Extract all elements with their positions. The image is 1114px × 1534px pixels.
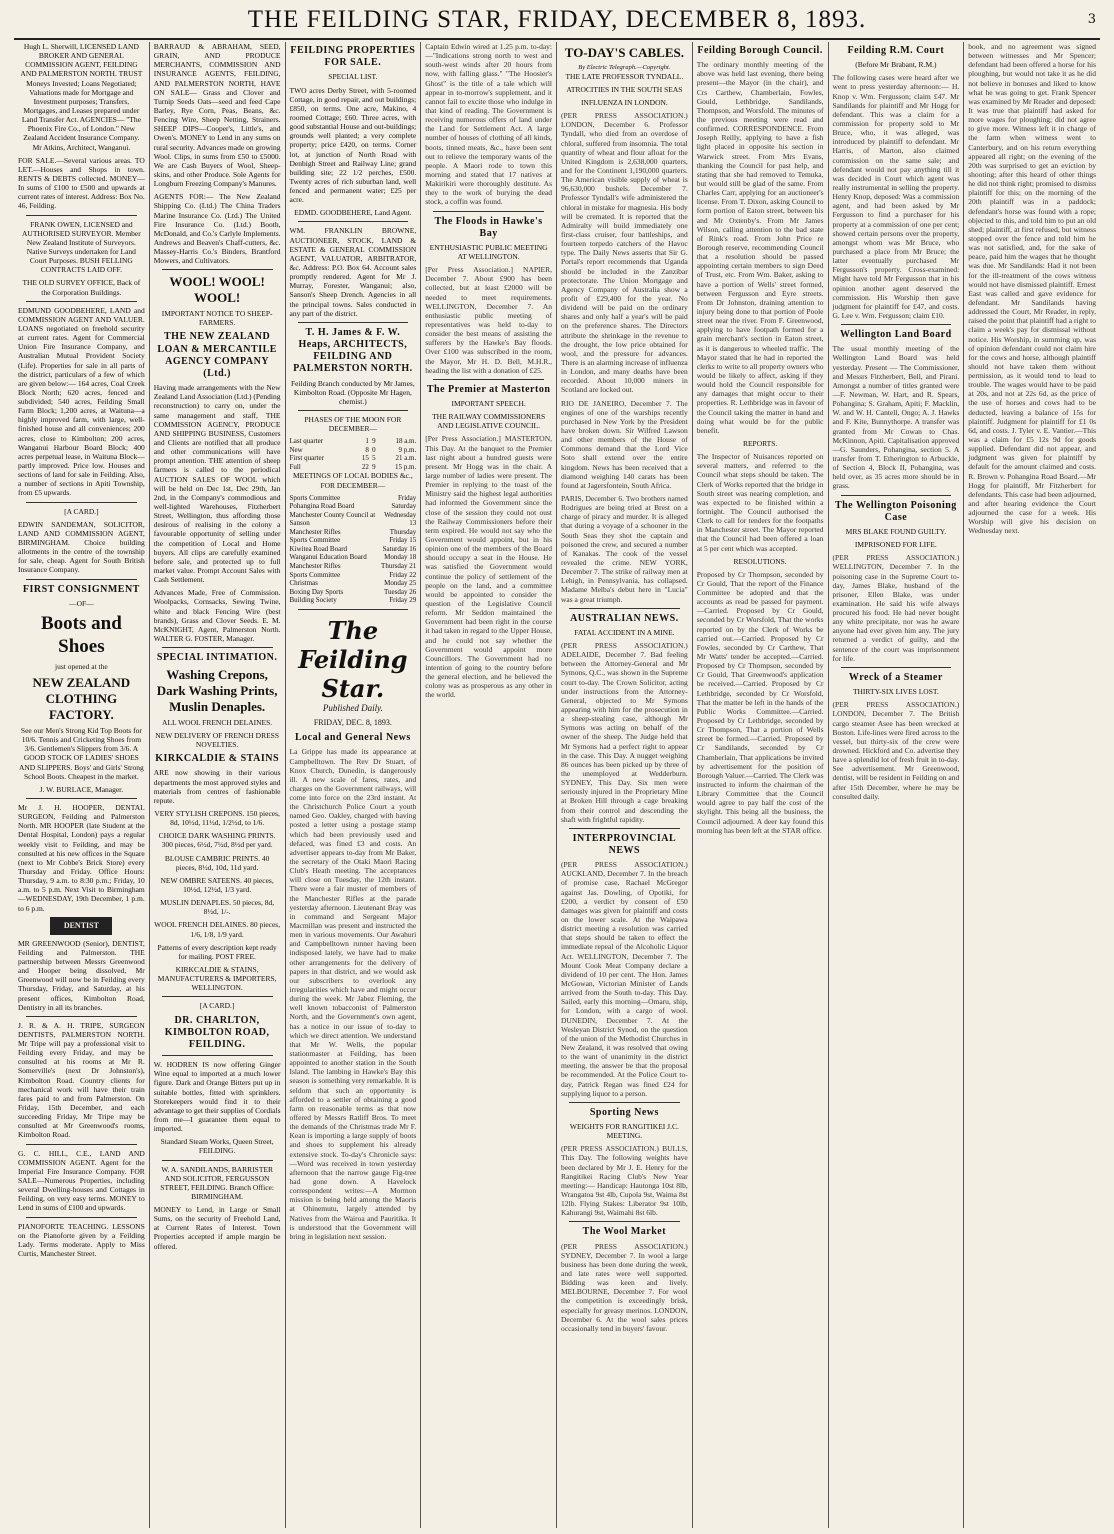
french-delaines: WOOL FRENCH DELAINES. 80 pieces, 1/6, 1/8, 1/9 yard.: [154, 920, 281, 939]
meeting-row: Building Society Friday 29: [289, 596, 417, 605]
ad-sale: FOR SALE.—Several various areas. TO LET.—Houses and Shops in town. RENTS & DEBTS collected. MONEY—In sums of £100 to £500 and upwards at current rates of interest. Address: Box No. 46, Feilding.: [18, 155, 145, 211]
floods-body: [Per Press Association.] NAPIER, December 7. About £900 has been collected, but at least £2000 will be needed to meet requirements. WELLINGTON, December 7. An enthusiastic public meeting of representatives was held to-day to consider the best means of assisting the sufferers by the Hawke's Bay floods. Over £100 was subscribed in the room, the Mayor, Mr H. D. Bell, M.H.R., heading the list with a donation of £25.: [425, 265, 552, 375]
column-8-body: book, and no agreement was signed between witnesses and Mr Spencer; defendant had been offered a horse for his ploughing, but would not take it as he did not believe in bonuses and liked to know what he was going to get. Frank Spencer was examined by Mr Reader and deposed: It was true that plaintiff had asked for more wages for ploughing; did not agree to give more. Witness left it in charge of the farm when witness went to Canterbury, and on his return everything appeared all right; on the evening of the 20th was surprised to get an eviction by shooting; after this heard of other things he did not think right; promised to dismiss plaintiff for this; on the morning of the 20th plaintiff was in a paddock; defendant's horse was found with a rope; objected to this, and told him to put an old shed; plaintiff, at first refused, but witness stopped over the fence and told him he was not satisfied, and, for the sake of peace, paid him the wages that he thought was due. Mr Sandilands: Had it not been for the ill-treatment of the cows witness would not have dismissed plaintiff. Ernest East was called and gave evidence for defendant. Mr Sandilands having addressed the Court, Mr Reader, in reply, raised the point that plaintiff had a right to claim a week's pay for dismissal without notice. His Worship, in summing up, was of opinion defendant could not claim hire for the cows and horse, although plaintiff should not have taken them without permission, as it would tend to lead to trouble. The wages would have to be paid at 20s, and not at 22s 6d, as the price of the use of horses and cows had to be deducted, leaving a balance of 15s for plaintiff. Judgment for plaintiff for £1 0s 6d, and costs. J. Tyler v. E. Vantier.—This was a claim for £5 12s 9d for goods supplied. Defendant did not appear, and judgment was given for plaintiff by default for the amount claimed and costs. R. Brown v. Pohangina Road Board.—Mr Hogg for plaintiff, Mr Fitzherbert for defendants. This case had been adjourned, and after hearing evidence the Court adjourned the case for a week. His Worship will give his decision on Wednesday next.: [968, 42, 1096, 536]
wool-market-body: (PER PRESS ASSOCIATION.) SYDNEY, December 7. In wool a large business has been done during the week, and late rates were well supported. Bidding was keen and lively. MELBOURNE, December 7. For wool the competition is exceedingly brisk, especially for greasy merinos. LONDON, December 6. At the wool sales prices occasionally tend in buyers' favour.: [561, 1241, 688, 1333]
meeting-row: Sports Committee Friday 15: [289, 536, 417, 545]
properties-body: TWO acres Derby Street, with 5-roomed Cottage, in good repair, and out buildings; £850, on terms. One acre, Makino, 4 roomed Cottage; £60. Three acres, with good substantial House and out-buildings; grounds well planted; a very complete property; price £420, on terms. Corner lot, at junction of North Road with Denbigh Street and Railway Line; grand building site; 22 1/2 perches, £500. Twenty acres of rich suburban land, well fenced and permanent water; £25 per acre.: [289, 85, 417, 205]
separator: [26, 502, 137, 503]
boots-body: See our Men's Strong Kid Top Boots for 10/6. Tennis and Cricketing Shoes from 3/6. Gentlemen's Slippers from 3/6. A GOOD STOCK OF LADIES' SHOES AND SLIPPERS. Boys' and Girls' Strong School Boots. Cheapest in the market.: [18, 725, 144, 781]
meeting-row: Manchester Rifles Thursday 21: [289, 562, 417, 570]
separator: [569, 608, 680, 609]
column-4-intro: Captain Edwin wired at 1.25 p.m. to-day:—"Indications strong north to west and south-west winds after 20 hours from now, with falling glass." "The Hoosier's Ghost" is the title of a tale which will appear in to-morrow's supplement, and it cannot fail to excite those who indulge in that kind of reading. The Government is receiving numerous offers of land under the Land for Settlement Act. A large number of houses of clothing of all kinds, boots, tinned meats, &c., have been sent out to relieve the temporary wants of the people. A Maori rode to town this morning and stated that 17 natives at Makirikiri were thoroughly destitute. As they to the work of burying the dead stock, a coffin was found.: [425, 42, 552, 207]
ad-sandeman-card: [A CARD.]: [64, 506, 99, 516]
separator: [298, 322, 409, 323]
moon-title: PHASES OF THE MOON FOR DECEMBER—: [304, 415, 402, 434]
page-number: 3: [1087, 12, 1096, 27]
land-board-heading: Wellington Land Board: [840, 329, 952, 341]
interprovincial-body: (PER PRESS ASSOCIATION.) AUCKLAND, December 7. In the breach of promise case, Rachael McGregor against Jas. Dowling, of Opotiki, for £200, a verdict by consent of £50 damages was given for plaintiff and costs on the lower scale. At the Waipawa district meeting a resolution was carried that steps should be taken to effect the immediate repeal of the Alcoholic Liquor Act. WELLINGTON, December 7. The Mount Cook Meat Company declare a dividend of 10 per cent. The Hon. James McGowan, Victorian Minister of Lands arrived from the South to-day. This Day. Sailed, early this morning—Omaru, ship, for London, with a cargo of wool. DUNEDIN, December 7. At the Wesleyan District Synod, on the question of the union of the Methodist Churches in New Zealand, it was resolved that owing to the want of unanimity in the district meeting, the answer be that the proposal be recommended. At the Police Court to-day, Patrick Regan was fined £24 for supplying liquor to a person.: [561, 860, 688, 1098]
australian-news-body: (PER PRESS ASSOCIATION.) ADELAIDE, December 7. Bad feeling between the Attorney-General and Mr Symons, Q.C., was shown in the Supreme court to-day. The Crown Solicitor, acting under instructions from the Attorney-General, objected to Mr Symons appearing with him for the prosecution in a sheep-stealing case, although Mr Symons was acting on behalf of the owner of the sheep. The Judge held that Mr Symons had a perfect right to appear in the case. This Day. A nugget weighing 86 ounces has been picked up by three of the unemployed at Wedderburn. SYDNEY, This Day. Six men were seriously injured in the Proprietary Mine at Broken Hill through a cage breaking from their control and descending the shaft with frightful rapidity.: [561, 640, 688, 824]
separator: [26, 215, 137, 216]
separator: [26, 1217, 137, 1218]
separator: [26, 1144, 137, 1145]
separator: [26, 301, 137, 302]
separator: [298, 609, 409, 610]
local-news-heading: Local and General News: [295, 732, 411, 744]
rm-court-heading: Feilding R.M. Court: [847, 45, 945, 56]
rm-court-subheading: (Before Mr Brabant, R.M.): [855, 60, 937, 70]
wool-banner: WOOL! WOOL! WOOL!: [169, 274, 265, 306]
feilding-properties: FEILDING PROPERTIES FOR SALE.: [290, 45, 416, 69]
ad-goodbehere: EDMUND GOODBEHERE, LAND and COMMISSION AGENT AND VALUER. LOANS negotiated on freehold security at current rates. Agent for Commercial Union Fire Insurance Company, and Australian Mutual Provident Society (Life). Properties for sale in all parts of the district, particulars of a few of which are given below:— 164 acres, Coal Creek Block North; 620 acres, fenced and subdivided; 540 acres, Feilding Small Farm Block; 1,200 acres, at Waituna—a highly improved farm, with large, well-finished house and all conveniences; 200 acres, close to Kimbolton; 200 acres, Wanganui Harbour Board Block; 400 acres perpetual lease, in Waituna Block—partly improved. Price low. Houses and sections of land for sale in Feilding. Also, a number of sections in Apiti Township, from £5 upwards.: [18, 305, 145, 498]
moon-row: New 8 0 9 p.m.: [289, 445, 417, 454]
meeting-row: Manchester County Council at Sanson Wednesday 13: [289, 510, 417, 528]
paper-nameplate: The Feilding Star.: [298, 615, 408, 704]
loan-body: Having made arrangements with the New Zealand Land Association (Ltd.) (Pending reconstruction) to carry on, under the same management and staff, THE COMMISSION AGENCY, PRODUCE AND SHIPPING BUSINESS, Customers and Clients are notified that all produce and other communications will have prompt attention. THE attention of sheep farmers is called to the periodical AUCTION SALES OF WOOL which will be held on Dec 1st, Dec 29th, Jan 2nd, in the Company's commodious and well-lighted Warehouses, Fitzherbert Street, Wellington, thus affording those desirous of realising in the colony a favourable opportunity of selling under the competition of Local and Home buyers. All clips are carefully examined before sale, and protected up to full market value. Prompt Account Sales with Cash Settlement.: [153, 383, 281, 585]
meeting-row: Boxing Day Sports Tuesday 26: [289, 587, 417, 596]
cables-heading: TO-DAY'S CABLES.: [564, 45, 684, 60]
wreck-subheading: THIRTY-SIX LIVES LOST.: [852, 687, 939, 697]
patterns: Patterns of every description kept ready for mailing. POST FREE.: [157, 942, 277, 961]
sporting-heading: Sporting News: [589, 1106, 659, 1118]
ad-greenwood: MR GREENWOOD (Senior), DENTIST, Feilding and Palmerston. THE partnership between Messrs Greenwood and Hooper being dissolved, Mr Greenwood will now be in Feilding every Thursday, Friday, and Saturday, at his present offices, Kimbolton Road, Dentistry in all its branches.: [18, 938, 145, 1012]
loan-signature: Advances Made, Free of Commission. Woolpacks, Cornsacks, Sewing Twine, white and black Fencing Wire (best brands), Grass and Clover Seeds. E. M. McKNIGHT, Agent, Palmerston North. WALTER G. FOSTER, Manager.: [153, 588, 281, 643]
meeting-row: Kiwitea Road Board Saturday 16: [289, 544, 417, 553]
muslin-denaples: MUSLIN DENAPLES. 50 pieces, 8d, 8½d, 1/-.: [160, 898, 275, 917]
factory-name: NEW ZEALAND CLOTHING FACTORY.: [32, 675, 131, 723]
separator: [162, 647, 273, 648]
separator: [26, 798, 137, 799]
column-7: [829, 42, 965, 1528]
consignment-of: —OF—: [69, 598, 94, 608]
separator: [298, 410, 409, 411]
moon-row: Full 22 9 15 p.m.: [289, 462, 417, 471]
weights-subheading: WEIGHTS FOR RANGITIKEI J.C. MEETING.: [569, 1122, 679, 1141]
column-3: [286, 42, 422, 1528]
kirkcaldie-footer: KIRKCALDIE & STAINS, MANUFACTURERS & IMPORTERS, WELLINGTON.: [157, 964, 277, 993]
charlton-card: [A CARD.]: [199, 1001, 235, 1011]
resolutions-body: Proposed by Cr Thompson, seconded by Cr Gould, That the report of the Finance Committee be adopted and that the accounts as read be passed for payment.—Carried. Proposed by Cr Gould, seconded by Cr Worsfold, That the works reported on by the Clerk of Works be carried out.—Carried. Proposed by Cr Fowles, seconded by Cr Carthew, That Mr Watts' tender be accepted.—Carried. Proposed by Cr Thompson, seconded by Cr Gould, That Greenwood's application be received.—Carried. Proposed by Cr Lethbridge, seconded by Cr Worsfold, That the matter be left in the hands of the Public Works Committee.—Carried. Proposed by Cr Lethbridge, seconded by Cr Thompson, That a portion of Wells street be formed.—Carried. Proposed by Cr Sandilands, seconded by Cr Chamberlain, That applications be invited by advertisement for the position of Borough Valuer.—Carried. The Clerk was instructed to inform the chairman of the Library Committee that the Council would agree to pay half the cost of the skylight. This being all the business, the Council adjourned. A deer kay found this morning has been left at the STAR office.: [696, 569, 824, 835]
separator: [433, 211, 544, 212]
new-delivery: NEW DELIVERY OF FRENCH DRESS NOVELTIES.: [155, 730, 279, 750]
premier-body: [Per Press Association.] MASTERTON, This Day. At the banquet to the Premier last night about a hundred guests were present. Mr Hogg was in the chair. A large number of ladies were present. The Premier in replying to the toast of the Ministry said the highest legal authorities had informed the Government since the close of the session they could not oust the Railway Commissioners before their term expired. He would not say who the Government would appoint, but in his opinion one of the members of the Board should occupy a seat in the House. He was satisfied the Government would continue the policy of settlement of the people on the land, and a committee would be appointed to consider the question of the Legislative Council reform. Mr Seddon maintained the Government had been right in the course it had taken in regard to the Upper House, and he could not say whether the Government would appoint more Councillors. The Government had no intention of going to the country before the general election, and he believed the colony was as prosperous as any other in the world.: [425, 434, 552, 700]
ad-barraud: BARRAUD & ABRAHAM, SEED, GRAIN, AND PRODUCE MERCHANTS, COMMISSION AND INSURANCE AGENTS, FEILDING, AND PALMERSTON NORTH, HAVE ON SALE— Grass and Clover and Turnip Seeds Oats—seed and feed Cape Barley, Rye Corn, Peas, Beans, &c. Fencing Wire, Sheep Netting, Strainers. SHEEP DIPS—Cooper's, Little's, and Owen's. MONEY to Lend in any sums on rural security. Advances made on growing Wool. Clips, in sums from £50 to £5000. We are Cash Buyers of Wool, Sheep-skins, and other Produce. Sole Agents for Longburn Freezing Company's Manures.: [153, 42, 281, 189]
moon-row: Last quarter 1 9 18 a.m.: [289, 437, 417, 446]
land-board-body: The usual monthly meeting of the Wellington Land Board was held yesterday. Present — The Commissioner, and Messrs Fitzherbert, Bell, and Pirani. Amongst a number of titles granted were—F. Newman, W. Hart, and R. Spears, Pohangina; S. Graham, Apiti; F. Macklin, W. and W. H. Cantell, Ongo; A. J. Hawks and F. Kite, Bunnythorpe. A transfer was granted from Mr Cowan to Chas. McKinnon, Apiti. Capitalisation approved—G. Saunders, Pohangina, section 5. A transfer from T. Etherington to Arbuckle, of Section 4, Block II, Pohangina, was held over, as 35 acres more should be in grass.: [832, 344, 960, 491]
separator: [569, 1102, 680, 1103]
floods-subheading: ENTHUSIASTIC PUBLIC MEETING AT WELLINGTON.: [429, 242, 548, 262]
wreck-body: (PER PRESS ASSOCIATION.) LONDON, December 7. The British cargo steamer Asee has been wrecked at Boston. Life-lines were fired across to the vessel, but thirty-six of the crew were drowned. Hickford and Co. advertise they have a splendid lot of fresh fruit in to-day. See advertisement. Mr Greenwood, dentist, will be resident in Feilding on and after 15th December, where he may be consulted daily.: [832, 700, 960, 801]
separator: [162, 1160, 273, 1161]
ad-piano: PIANOFORTE TEACHING. LESSONS on the Pianoforte given by a Feilding Lady. Terms moderate. Apply to Miss Curtis, Manchester Street.: [18, 1221, 145, 1259]
boots-manager: J. W. BURLACE, Manager.: [39, 784, 124, 794]
separator: [433, 379, 544, 380]
separator: [841, 324, 952, 325]
separator: [162, 269, 273, 270]
column-2: [150, 42, 286, 1528]
ad-charlton: DR. CHARLTON, KIMBOLTON ROAD, FEILDING.: [164, 1014, 270, 1050]
meeting-row: Sports Committee Friday 22: [289, 570, 417, 579]
rio-body: RIO DE JANEIRO, December 7. The engines of one of the warships recently purchased in New York by the President have broken down. Sir Wilfred Lawson and other members of the House of Commons demand that the Lord Vice Soto shall extend over the entire kingdom. News has been received that a diamond weighing 140 carats has been found at Jagersfontein, South Africa.: [561, 398, 688, 490]
ad-hill: G. C. HILL, C.E., LAND AND COMMISSION AGENT. Agent for the Imperial Fire Insurance Company. FOR SALE—Numerous Properties, including several Dwelling-houses and Cottages in Feilding, on very easy terms. MONEY to Lend in sums of £100 and upwards.: [18, 1148, 145, 1213]
boots-banner: Boots and Shoes: [40, 612, 122, 658]
column-1: [14, 42, 150, 1528]
kirkcaldie-body: ARE now showing in their various departments the most approved styles and materials from centres of fashionable repute.: [153, 768, 281, 805]
interprovincial-heading: INTERPROVINCIAL NEWS: [572, 832, 677, 856]
ad-tripe: J. R. & A. H. TRIPE, SURGEON DENTISTS, PALMERSTON NORTH. Mr Tripe will pay a professional visit to Feilding every Friday, and may be consulted at his rooms at Mr R. Somerville's (next Dr Johnston's), Kimbolton Road. Country clients for mechanical work will have their train fares paid to and from Palmerston. On Friday, 15th December, and each succeeding Friday, Mr Tripe may be consulted at Mr Greenwood's rooms, Kimbolton Road.: [18, 1020, 145, 1140]
loan-agency: THE NEW ZEALAND LOAN & MERCANTILE AGENCY COMPANY (Ltd.): [157, 331, 277, 379]
australian-news-heading: AUSTRALIAN NEWS.: [570, 612, 679, 624]
weights-body: (PER PRESS ASSOCIATION.) BULLS, This Day. The following weights have been declared by Mr J. E. Henry for the Rangitikei Racing Club's New Year meeting:— Handicap: Hautonga 10st 8lb, Wrangatoa 9st 4lb, Cupola 9st, Waima 8st 12lb. Flying Stakes: Liberator 9st 10lb, Kahurangi 9st, Waimahi 8st 6lb.: [561, 1144, 688, 1218]
column-5: [557, 42, 693, 1528]
column-6: [693, 42, 829, 1528]
borough-council-body: The ordinary monthly meeting of the above was held last evening, there being present—the Mayor (in the chair), and Crs Carthew, Chamberlain, Fowles, Gould, Lethbridge, Sandilands, Thompson, and Worsfold. The minutes of the previous meeting were read and confirmed. CORRESPONDENCE. From Joseph Reilly, applying to have a fish light placed in opposite his section in Warwick street. From Mrs Evans, thanking the Council for past help, and stating that she had removed to Temuka, but would still be glad of the same. From Charles Carr, applying for an auctioneer's license. From T. Dixon, asking Council to form portion of Eaton street, between his and Mr Oxtenby's. From Mr James Wilson, calling attention to the bad state of Rink's road. From John Price re Borough reserve, recommending Council that a resolution should be passed appointing certain members to sign Deed of Trust, etc. From Wm. Baker, asking to have a portion of Wells' street formed, between Fergusson and Eyre streets. From Dr Johnston, draining attention to injury being done to that portion of Poole street near the river. From F. Greenwood, applying to have footpath formed for a grain merchant's section in Eaton street, as it is dangerous to wheeled traffic. The Mayor stated that he had in reported the clerks to write to all property owners who would be likely to affect, asking if they would hold the Council responsible for any damages that might occur to their properties. R. Lethbridge was in favour of the Council taking the matter in hand and doing what would be for the public benefit.: [696, 60, 824, 435]
paper-date: FRIDAY, DEC. 8, 1893.: [313, 718, 392, 728]
meetings-table: [290, 494, 417, 605]
columns-container: [14, 42, 1100, 1528]
all-wool: ALL WOOL FRENCH DELAINES.: [162, 717, 273, 727]
column-4: [421, 42, 557, 1528]
ad-hodren: W. HODREN IS now offering Ginger Wine equal to imported at a much lower figure. Dark and Orange Bitters put up in suitable bottles, fitted with sprinklers. Storekeepers would find it to their advantage to get their supplies of Cordials from me—I guarantee them equal to imported.: [153, 1060, 281, 1134]
ad-hooper: Mr J. H. HOOPER, DENTAL SURGEON, Feilding and Palmerston North. MR HOOPER (late Student at the Dental Hospital, London) pays a regular weekly visit to Feilding, and may be consulted at his new offices in the Square (next to Mr Cobbe's Brick Store) every Thursday and Friday. Office Hours: Thursday, 9 a.m. to 8:30 p.m.; Friday, 10 a.m. to 5 p.m. Next Visit to Birmingham—WEDNESDAY, 19th December, 1 p.m. to 6 p.m.: [18, 802, 145, 913]
heaps-heading: T. H. James & F. W. Heaps, ARCHITECTS, FEILDING AND PALMERSTON NORTH.: [293, 326, 413, 375]
boots-opened: just opened at the: [55, 662, 108, 672]
cables-body: (PER PRESS ASSOCIATION.) LONDON, December 6. Professor Tyndall, who died from an overdose of chloral, suffered from insomnia. The total quantity of wheat and flour afloat for the United Kingdom is 2,638,000 quarters, and for the Continent 1,190,000 quarters. The American visible supply of wheat is 96,630,000 bushels. December 7. Professor Tyndall's wife administered the chloral in mistake for magnesia. His body will be cremated. It is reported that the Admiralty will build immediately one first-class cruiser, four battleships, and fourteen torpedo catchers of the Havoc type. The Daily News asserts that Sir G. Portal's report recommends that Uganda should be included in the Zanzibar protectorate. The Union Mortgage and Agency Company of Australia show a profit of £29,400 for the year. No dividend will be paid on the ordinary shares and only half a year's will be paid on the preference shares. The Directors attribute the shrinkage in the revenue to the drought, the low price obtained for wool, and the pressure for advances. There is an alarming increase of influenza in London, and many deaths have been recorded. About 10,000 miners in Scotland are locked out.: [561, 111, 688, 395]
tyndall-subheading: THE LATE PROFESSOR TYNDALL.: [565, 71, 684, 81]
poisoning-subheading-2: IMPRISONED FOR LIFE.: [854, 540, 937, 550]
newspaper-title: THE FEILDING STAR, FRIDAY, DECEMBER 8, 1893.: [247, 6, 867, 33]
choice-prints: CHOICE DARK WASHING PRINTS. 300 pieces, 6½d, 7½d, 8½d per yard.: [158, 831, 276, 850]
meeting-row: Wanganui Education Board Monday 18: [289, 553, 417, 562]
ad-browne: WM. FRANKLIN BROWNE, AUCTIONEER, STOCK, LAND & ESTATE & GENERAL COMMISSION AGENT, VALUATOR, ARBITRATOR, &c. Address: P.O. Box 64. Account sales promptly rendered. Agent for Mr J. Murray, Forester, Wanganui; also, Sanson's Sheep Drench. Agencies in all the principal towns. Sales conducted in any part of the district.: [289, 226, 417, 318]
premier-heading: The Premier at Masterton: [426, 383, 551, 395]
separator: [162, 996, 273, 997]
poisoning-heading: The Wellington Poisoning Case: [834, 499, 957, 523]
reports-body: The Inspector of Nuisances reported on several matters, and referred to the Council what steps should be taken. The Clerk of Works reported that the bridge in South street was nearing completion, and was expected to be finished within a fortnight. The Council authorised the Clerk to call for tenders for the footpaths in Manchester street. The Mayor reported that the Council had been offered a loan at 5 per cent which was accepted.: [696, 452, 824, 553]
atrocities-subheading: ATROCITIES IN THE SOUTH SEAS: [566, 84, 683, 94]
meetings-title: MEETINGS OF LOCAL BODIES &c., FOR DECEMBER—: [293, 471, 413, 490]
washing-heading: Washing Crepons, Dark Washing Prints, Muslin Denaples.: [156, 667, 278, 714]
paris-body: PARIS, December 6. Two brothers named Rodrigues are being tried at Brest on a charge of piracy and murder. It is alleged that during a voyage of a schooner in the South Seas they shot the captain and poisoned the crew, and secured a number of Kanakas. The cook of the vessel revealed the crime. NEW YORK, December 7. The strike of railway men at Lehigh, in Pennsylvania, has collapsed. Madame Melba's debut here in "Lucia" was a great triumph.: [561, 493, 688, 604]
separator: [162, 1055, 273, 1056]
separator: [298, 221, 409, 222]
separator: [569, 1221, 680, 1222]
meeting-row: Christmas Monday 25: [289, 579, 417, 588]
wool-notice: IMPORTANT NOTICE TO SHEEP-FARMERS.: [161, 309, 273, 328]
separator: [26, 1016, 137, 1017]
blouse-prints: BLOUSE CAMBRIC PRINTS. 40 pieces, 8½d, 10d, 11d yard.: [164, 853, 270, 872]
influenza-subheading: INFLUENZA IN LONDON.: [580, 98, 668, 108]
kirkcaldie-heading: KIRKCALDIE & STAINS: [155, 753, 280, 765]
poisoning-body: (PER PRESS ASSOCIATION.) WELLINGTON, December 7. In the poisoning case in the Supreme Court to-day, James Blake, husband of the prisoner, Ellen Blake, was under examination. He said his wife always procured his food. He had never bought any white precipitate, nor was he aware anyone had ever given him any. The jury returned a verdict of guilty, and the sentence of the court was imprisonment for life.: [832, 553, 960, 663]
money-lend: MONEY to Lend, in Large or Small Sums, on the security of Freehold Land, at Current Rates of Interest. Town Properties accepted if ample margin be offered.: [153, 1205, 281, 1251]
separator: [26, 579, 137, 580]
ad-frank-owen: FRANK OWEN, LICENSED and AUTHORISED SURVEYOR. Member New Zealand Institute of Surveyors. Native Surveys undertaken for Land Court Purposes. BUSH FELLING CONTRACTS LAID OFF.: [21, 219, 141, 275]
crepons: VERY STYLISH CREPONS. 150 pieces, 8d, 10½d, 11½d, 1/2½d, to 1/6.: [154, 809, 280, 828]
ad-sherwill: Hugh L. Sherwill, LICENSED LAND BROKER AND GENERAL COMMISSION AGENT, FEILDING AND PALMERSTON NORTH. TRUST Moneys Invested; Loans Negotiated; Valuations made for Mortgage and Investment purposes; Transfers, Mortgages, and Leases prepared under Land Transfer Act. AGENCIES— "The Phoenix Fire Co., of London." New Zealand Accident Insurance Company. Mr Atkins, Architect, Wanganui.: [20, 42, 143, 152]
poisoning-subheading: MRS BLAKE FOUND GUILTY.: [845, 526, 947, 536]
goodbehere-signature: EDMD. GOODBEHERE, Land Agent.: [294, 208, 412, 218]
premier-subheading: IMPORTANT SPEECH.: [451, 399, 526, 409]
heaps-body: Feilding Branch conducted by Mr James, Kimbolton Road. (Opposite Mr Hagen, chemist.): [291, 378, 415, 406]
ad-sandilands: W. A. SANDILANDS, BARRISTER AND SOLICITOR, FERGUSSON STREET, FEILDING. Branch Office: BIRMINGHAM.: [160, 1164, 274, 1201]
rm-court-body: The following cases were heard after we went to press yesterday afternoon:— H. Knop v. Wm. Fergusson; claim £47. Mr Sandilands for plaintiff and Mr Hogg for defendant. This was a claim for a commission for property sold to Mr Bruce, who, it was alleged, was introduced by plaintiff to defendant. Mr Harris, of Marton, also claimed commission on the same sale; and defendant would not pay anything till it was decided in Court which agent was really instrumental in selling the property. Henry Knop, deposed: Was a commission agent, and had been asked by Mr Fergusson to find a purchaser for his property at a commission of one per cent; showed certain persons over the property, amongst whom was Mr Bruce, who purchased a place from Mr Bruce; the latter eventually purchased Mr Fergusson's property. Cross-examined: Might have told Mr Fergusson that in his opinion another agent deserved the commission. His Worship then gave judgment for plaintiff for £47, and costs. G. Lee v. Wm. Fergusson; claim £10.: [832, 73, 960, 320]
cables-byline: By Electric Telegraph.—Copyright.: [578, 63, 671, 71]
ad-barraud-agents: AGENTS FOR:— The New Zealand Shipping Co. (Ltd.) The China Traders Marine Insurance Co. (Ltd.) The United Fire Insurance Co. (Ltd.) Booth, McDonald, and Co.'s Carlyle Implements. Andrews and Beaven's Chaff-cutters, &c. Massey-Harris Co.'s Binders, Brantford Mowers, and Cultivators.: [153, 192, 281, 266]
australian-news-subheading: FATAL ACCIDENT IN A MINE.: [574, 627, 675, 637]
railway-subheading: THE RAILWAY COMMISSIONERS AND LEGISLATIVE COUNCIL.: [432, 412, 546, 431]
meeting-row: Manchester Rifles Thursday: [289, 527, 417, 536]
ad-survey-office: THE OLD SURVEY OFFICE, Back of the Corporation Buildings.: [22, 278, 141, 297]
published-daily: Published Daily.: [322, 703, 383, 714]
wool-market-heading: The Wool Market: [582, 1226, 667, 1238]
ombre-sateens: NEW OMBRE SATEENS. 40 pieces, 10½d, 12½d, 1/3 yard.: [160, 875, 274, 894]
column-8: [964, 42, 1100, 1528]
reports-heading: REPORTS.: [742, 438, 778, 448]
borough-council-heading: Feilding Borough Council.: [697, 45, 823, 56]
moon-table: [290, 437, 417, 471]
meeting-row: Pohangina Road Board Saturday: [289, 502, 417, 511]
floods-heading: The Floods in Hawke's Bay: [434, 215, 543, 239]
special-intimation: SPECIAL INTIMATION.: [156, 652, 278, 664]
separator: [569, 828, 680, 829]
wreck-heading: Wreck of a Steamer: [848, 671, 943, 683]
local-news-body: La Grippe has made its appearance at Campbelltown. The Rev Dr Stuart, of Knox Church, Dunedin, is dangerously ill. A new scale of fares, rates, and charges on the Government railways, will come into force on the 23rd instant. At the Christchurch Police Court a youth named Geo. Oakley, charged with having posted a letter using a postage stamp which had been previously used and defaced, was fined £3 and costs. An advertiser appears to-day from Mr Baker, the secretary of the Otaki Maori Racing Club's Heath meeting. The acceptances will close on Tuesday, the 12th instant. There were a fair muster of members of the Manchester Rifles at the parade yesterday afternoon. Lieutenant Bray was in command and Sergeant Major Macmillan was present and instructed the men in various movements. Our Awahuri and Campbelltown runner having been indisposed lately, we have had to make other arrangements for the delivery of papers in that district, and we would ask our subscribers to overlook any irregularities which have and might occur during the week. Mr Jabez Fleming, the well known tobacconist of Palmerston North, and the Government's own agent, has a notice in our issue of to-day to which we direct attention. We understand that Mr W. Wells, the popular stationmaster at Feilding, has been appointed to another station in the South Island. The lambing in Hawke's Bay this season is something very remarkable. It is seldom that such an opportunity is afforded to a settler of obtaining a good farm on reasonable terms as that now offered by Messrs Ratliff Bros. To meet the demands of the Christmas trade Mr F. Kean is importing a large supply of boots and shoes to supplement his already extensive stock. To-day's Chronicle says:—Word was received in town yesterday afternoon that the narrow gauge Fig-tree had gone down. A Havelock correspondent writes:—A Mormon mission is being held among the Maoris at Ohinemutu, largely attended by Natives from the Wairoa and Pauritika. It is understood that the Government will bring in legislation next session.: [289, 747, 417, 1241]
masthead: [14, 6, 1100, 40]
special-list: SPECIAL LIST.: [328, 72, 378, 82]
separator: [841, 667, 952, 668]
resolutions-heading: RESOLUTIONS.: [733, 556, 787, 566]
steam-works: Standard Steam Works, Queen Street, FEILDING.: [160, 1137, 274, 1156]
dentist-badge: DENTIST: [50, 917, 112, 935]
meeting-row: Sports Committee Friday: [289, 493, 417, 502]
ad-sandeman: EDWIN SANDEMAN, SOLICITOR, LAND AND COMMISSION AGENT, BIRMINGHAM. Choice building allotments in the centre of the township for sale, cheap. Agent for South British Insurance Company.: [18, 519, 145, 575]
consignment-heading: FIRST CONSIGNMENT: [22, 583, 140, 595]
moon-row: First quarter 15 5 21 a.m.: [289, 454, 417, 463]
separator: [841, 495, 952, 496]
